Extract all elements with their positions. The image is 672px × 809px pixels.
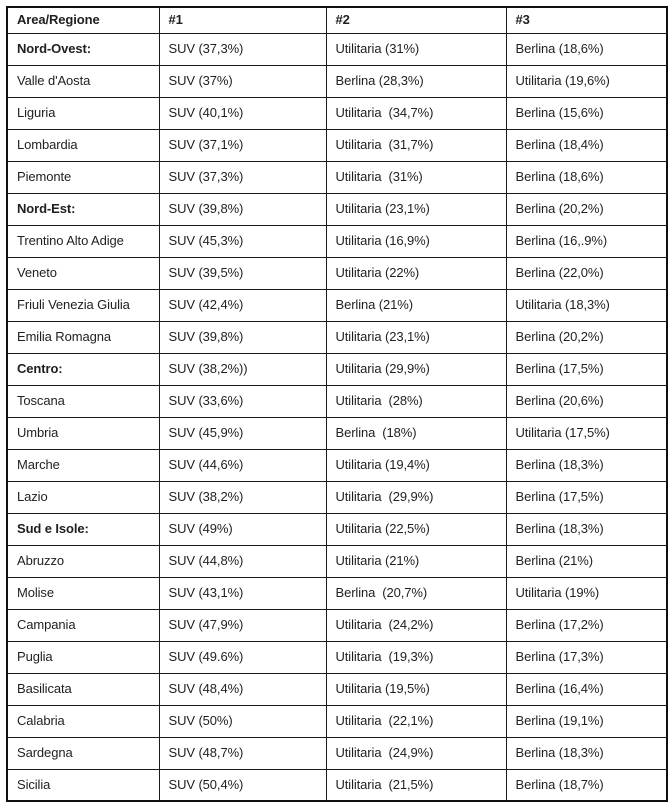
cell-rank2: Utilitaria (34,7%): [326, 97, 506, 129]
cell-area: Emilia Romagna: [7, 321, 159, 353]
cell-rank3: Berlina (20,2%): [506, 321, 667, 353]
table-row: [7, 417, 667, 449]
cell-rank3: Berlina (16,4%): [506, 673, 667, 705]
table-row: [7, 225, 667, 257]
table-row: [7, 577, 667, 609]
cell-rank1: SUV (38,2%): [159, 481, 326, 513]
cell-area: Liguria: [7, 97, 159, 129]
cell-rank3: Berlina (20,2%): [506, 193, 667, 225]
cell-rank1: SUV (48,4%): [159, 673, 326, 705]
cell-area: Abruzzo: [7, 545, 159, 577]
cell-rank3: Utilitaria (18,3%): [506, 289, 667, 321]
cell-rank3: Berlina (18,3%): [506, 737, 667, 769]
cell-area: Toscana: [7, 385, 159, 417]
cell-rank2: Berlina (20,7%): [326, 577, 506, 609]
table-row: [7, 545, 667, 577]
cell-area: Molise: [7, 577, 159, 609]
table-row: [7, 769, 667, 801]
cell-rank3: Berlina (17,5%): [506, 481, 667, 513]
col-header-area-regione: Area/Regione: [7, 7, 159, 33]
table-row: [7, 321, 667, 353]
table-row: [7, 513, 667, 545]
cell-rank2: Utilitaria (19,4%): [326, 449, 506, 481]
cell-area: Umbria: [7, 417, 159, 449]
cell-rank2: Utilitaria (31%): [326, 161, 506, 193]
cell-rank1: SUV (38,2%)): [159, 353, 326, 385]
cell-area: Sicilia: [7, 769, 159, 801]
cell-area: Trentino Alto Adige: [7, 225, 159, 257]
cell-rank2: Utilitaria (22%): [326, 257, 506, 289]
col-header-rank-2: #2: [326, 7, 506, 33]
cell-area: Sud e Isole:: [7, 513, 159, 545]
col-header-rank-1: #1: [159, 7, 326, 33]
cell-rank3: Berlina (18,4%): [506, 129, 667, 161]
cell-rank1: SUV (42,4%): [159, 289, 326, 321]
cell-rank2: Utilitaria (24,9%): [326, 737, 506, 769]
car-types-by-region-table: [6, 6, 668, 802]
cell-rank2: Utilitaria (19,3%): [326, 641, 506, 673]
cell-rank3: Utilitaria (17,5%): [506, 417, 667, 449]
cell-rank2: Berlina (21%): [326, 289, 506, 321]
table-row: [7, 257, 667, 289]
cell-rank2: Utilitaria (21%): [326, 545, 506, 577]
cell-rank3: Berlina (16,.9%): [506, 225, 667, 257]
cell-area: Piemonte: [7, 161, 159, 193]
cell-area: Sardegna: [7, 737, 159, 769]
cell-rank3: Utilitaria (19,6%): [506, 65, 667, 97]
cell-rank1: SUV (37,3%): [159, 161, 326, 193]
cell-rank1: SUV (33,6%): [159, 385, 326, 417]
cell-area: Puglia: [7, 641, 159, 673]
cell-rank1: SUV (37,1%): [159, 129, 326, 161]
col-header-rank-3: #3: [506, 7, 667, 33]
table-row: [7, 97, 667, 129]
cell-rank3: Berlina (17,2%): [506, 609, 667, 641]
cell-rank3: Berlina (18,3%): [506, 449, 667, 481]
cell-area: Lombardia: [7, 129, 159, 161]
table-row: [7, 705, 667, 737]
cell-rank1: SUV (39,5%): [159, 257, 326, 289]
cell-rank3: Berlina (17,5%): [506, 353, 667, 385]
cell-rank2: Utilitaria (22,5%): [326, 513, 506, 545]
table-row: [7, 33, 667, 65]
cell-rank2: Utilitaria (29,9%): [326, 481, 506, 513]
cell-rank3: Berlina (18,6%): [506, 161, 667, 193]
cell-area: Basilicata: [7, 673, 159, 705]
cell-rank1: SUV (43,1%): [159, 577, 326, 609]
cell-rank1: SUV (48,7%): [159, 737, 326, 769]
table-row: [7, 289, 667, 321]
cell-rank1: SUV (44,6%): [159, 449, 326, 481]
cell-rank2: Utilitaria (24,2%): [326, 609, 506, 641]
cell-rank1: SUV (37,3%): [159, 33, 326, 65]
cell-rank3: Berlina (18,3%): [506, 513, 667, 545]
cell-rank2: Berlina (28,3%): [326, 65, 506, 97]
cell-rank3: Berlina (17,3%): [506, 641, 667, 673]
table-row: [7, 737, 667, 769]
cell-rank1: SUV (39,8%): [159, 321, 326, 353]
cell-rank2: Utilitaria (31%): [326, 33, 506, 65]
cell-rank2: Utilitaria (16,9%): [326, 225, 506, 257]
cell-area: Nord-Est:: [7, 193, 159, 225]
table-body: [7, 33, 667, 801]
cell-rank3: Berlina (19,1%): [506, 705, 667, 737]
cell-rank2: Utilitaria (22,1%): [326, 705, 506, 737]
cell-rank2: Utilitaria (21,5%): [326, 769, 506, 801]
cell-area: Campania: [7, 609, 159, 641]
cell-rank3: Berlina (22,0%): [506, 257, 667, 289]
table-row: [7, 353, 667, 385]
table-row: [7, 129, 667, 161]
cell-area: Calabria: [7, 705, 159, 737]
cell-rank1: SUV (45,3%): [159, 225, 326, 257]
cell-rank3: Berlina (21%): [506, 545, 667, 577]
cell-rank1: SUV (49.6%): [159, 641, 326, 673]
cell-rank2: Utilitaria (23,1%): [326, 321, 506, 353]
cell-rank3: Berlina (18,7%): [506, 769, 667, 801]
cell-rank2: Utilitaria (31,7%): [326, 129, 506, 161]
cell-rank2: Utilitaria (23,1%): [326, 193, 506, 225]
cell-rank1: SUV (45,9%): [159, 417, 326, 449]
table-row: [7, 641, 667, 673]
table-row: [7, 385, 667, 417]
cell-area: Lazio: [7, 481, 159, 513]
cell-rank1: SUV (44,8%): [159, 545, 326, 577]
table-row: [7, 609, 667, 641]
cell-rank1: SUV (47,9%): [159, 609, 326, 641]
cell-area: Valle d'Aosta: [7, 65, 159, 97]
cell-area: Veneto: [7, 257, 159, 289]
cell-rank3: Utilitaria (19%): [506, 577, 667, 609]
table-row: [7, 449, 667, 481]
table-row: [7, 65, 667, 97]
cell-area: Nord-Ovest:: [7, 33, 159, 65]
table-row: [7, 673, 667, 705]
cell-rank3: Berlina (18,6%): [506, 33, 667, 65]
cell-rank1: SUV (49%): [159, 513, 326, 545]
header-row: [7, 7, 667, 33]
cell-area: Centro:: [7, 353, 159, 385]
cell-rank2: Berlina (18%): [326, 417, 506, 449]
table-row: [7, 193, 667, 225]
cell-rank2: Utilitaria (28%): [326, 385, 506, 417]
cell-rank3: Berlina (20,6%): [506, 385, 667, 417]
table-row: [7, 161, 667, 193]
cell-area: Marche: [7, 449, 159, 481]
table-row: [7, 481, 667, 513]
cell-rank1: SUV (50,4%): [159, 769, 326, 801]
cell-rank2: Utilitaria (19,5%): [326, 673, 506, 705]
cell-rank3: Berlina (15,6%): [506, 97, 667, 129]
cell-rank1: SUV (39,8%): [159, 193, 326, 225]
cell-rank1: SUV (50%): [159, 705, 326, 737]
cell-rank2: Utilitaria (29,9%): [326, 353, 506, 385]
cell-area: Friuli Venezia Giulia: [7, 289, 159, 321]
cell-rank1: SUV (37%): [159, 65, 326, 97]
cell-rank1: SUV (40,1%): [159, 97, 326, 129]
